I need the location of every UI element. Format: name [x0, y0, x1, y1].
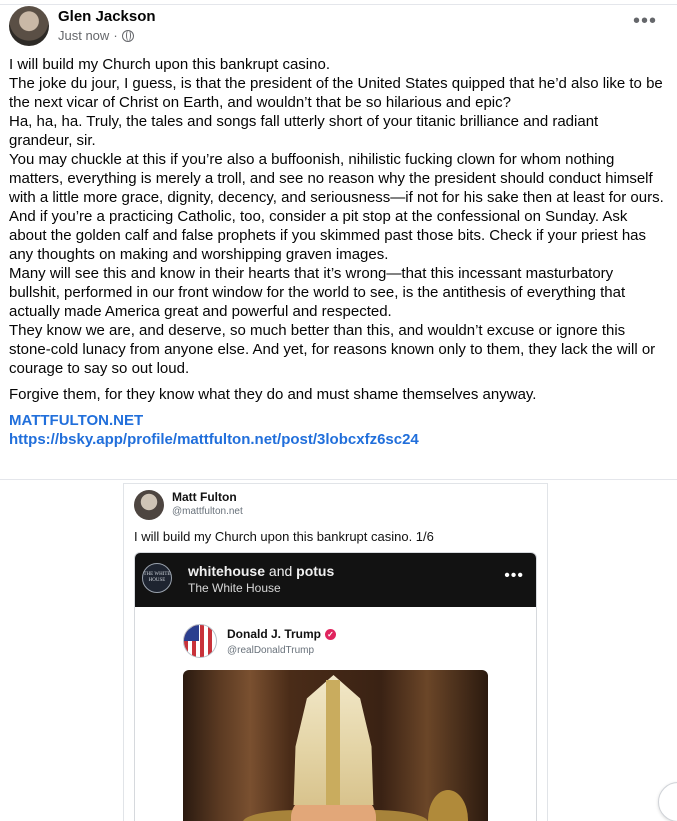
- trump-name: Donald J. Trump: [227, 627, 322, 641]
- instagram-accounts: [188, 563, 334, 579]
- author-avatar[interactable]: [9, 6, 49, 46]
- post-divider: [0, 479, 677, 480]
- meta-separator: ·: [113, 28, 118, 43]
- instagram-header: [135, 553, 537, 607]
- post-paragraph: You may chuckle at this if you’re also a buffoonish, nihilistic fucking clown for whom nothing matters, everything is merely a troll, and see no reason why the president should conduct himself with a little more grace, dignity, decency, and seriousness—if not for his sake then at least for ours.: [9, 151, 664, 206]
- post-paragraph: The joke du jour, I guess, is that the president of the United States quipped that he’d also like to be the next vicar of Christ on Earth, and wouldn’t that be so hilarious and epic?: [9, 75, 663, 111]
- more-options-icon[interactable]: •••: [632, 10, 657, 32]
- post-paragraph: I will build my Church upon this bankrupt casino.: [9, 56, 330, 73]
- instagram-subtitle: The White House: [188, 581, 281, 595]
- top-divider: [0, 4, 677, 5]
- post-meta: [58, 28, 134, 43]
- post-paragraph: Many will see this and know in their hearts that it’s wrong—that this incessant masturbatory bullshit, performed in our front window for the world to see, is the antithesis of everything that actually made America great and powerful and respected.: [9, 265, 626, 320]
- instagram-embed: [134, 552, 537, 821]
- globe-icon[interactable]: [122, 30, 134, 42]
- embed-author-handle: @mattfulton.net: [172, 506, 243, 517]
- embed-author-name: Matt Fulton: [172, 490, 237, 504]
- embed-author-avatar: [134, 490, 164, 520]
- bsky-link[interactable]: https://bsky.app/profile/mattfulton.net/post/3lobcxfz6sc24: [9, 431, 419, 448]
- author-name[interactable]: Glen Jackson: [58, 8, 156, 25]
- post-text: [9, 55, 665, 449]
- trump-handle: @realDonaldTrump: [227, 645, 315, 656]
- account-conjunction: and: [268, 563, 293, 579]
- trump-avatar: [183, 624, 217, 658]
- account-potus: potus: [296, 563, 335, 579]
- embed-post-text: I will build my Church upon this bankrupt casino. 1/6: [134, 529, 434, 544]
- post-header: [9, 6, 669, 48]
- verified-badge-icon: ✓: [325, 629, 336, 640]
- pope-image: [183, 670, 488, 821]
- site-link[interactable]: MATTFULTON.NET: [9, 412, 144, 429]
- chat-bubble[interactable]: [658, 782, 677, 821]
- white-house-logo: THE WHITE HOUSE: [142, 563, 172, 593]
- post-links: [9, 411, 665, 449]
- mitre-band-shape: [326, 680, 340, 805]
- post-paragraph: Ha, ha, ha. Truly, the tales and songs fall utterly short of your titanic brilliance and radiant grandeur, sir.: [9, 113, 599, 149]
- account-whitehouse: whitehouse: [188, 563, 266, 579]
- embedded-bsky-post[interactable]: [123, 483, 548, 821]
- chair-shape: [428, 790, 468, 821]
- instagram-more-icon: •••: [504, 567, 524, 584]
- post-closing: Forgive them, for they know what they do and must shame themselves anyway.: [9, 386, 537, 403]
- trump-name-row: [227, 627, 336, 641]
- post-paragraph: And if you’re a practicing Catholic, too, consider a pit stop at the confessional on Sunday. Ask about the golden calf and false prophets if you skimmed past those bits. Check if your priest has any thoughts on making and worshipping graven images.: [9, 208, 647, 263]
- timestamp[interactable]: Just now: [58, 28, 110, 43]
- post-paragraph: They know we are, and deserve, so much better than this, and wouldn’t excuse or ignore this stone-cold lunacy from anyone else. And yet, for reasons known only to them, they lack the will or courage to say so out loud.: [9, 322, 656, 377]
